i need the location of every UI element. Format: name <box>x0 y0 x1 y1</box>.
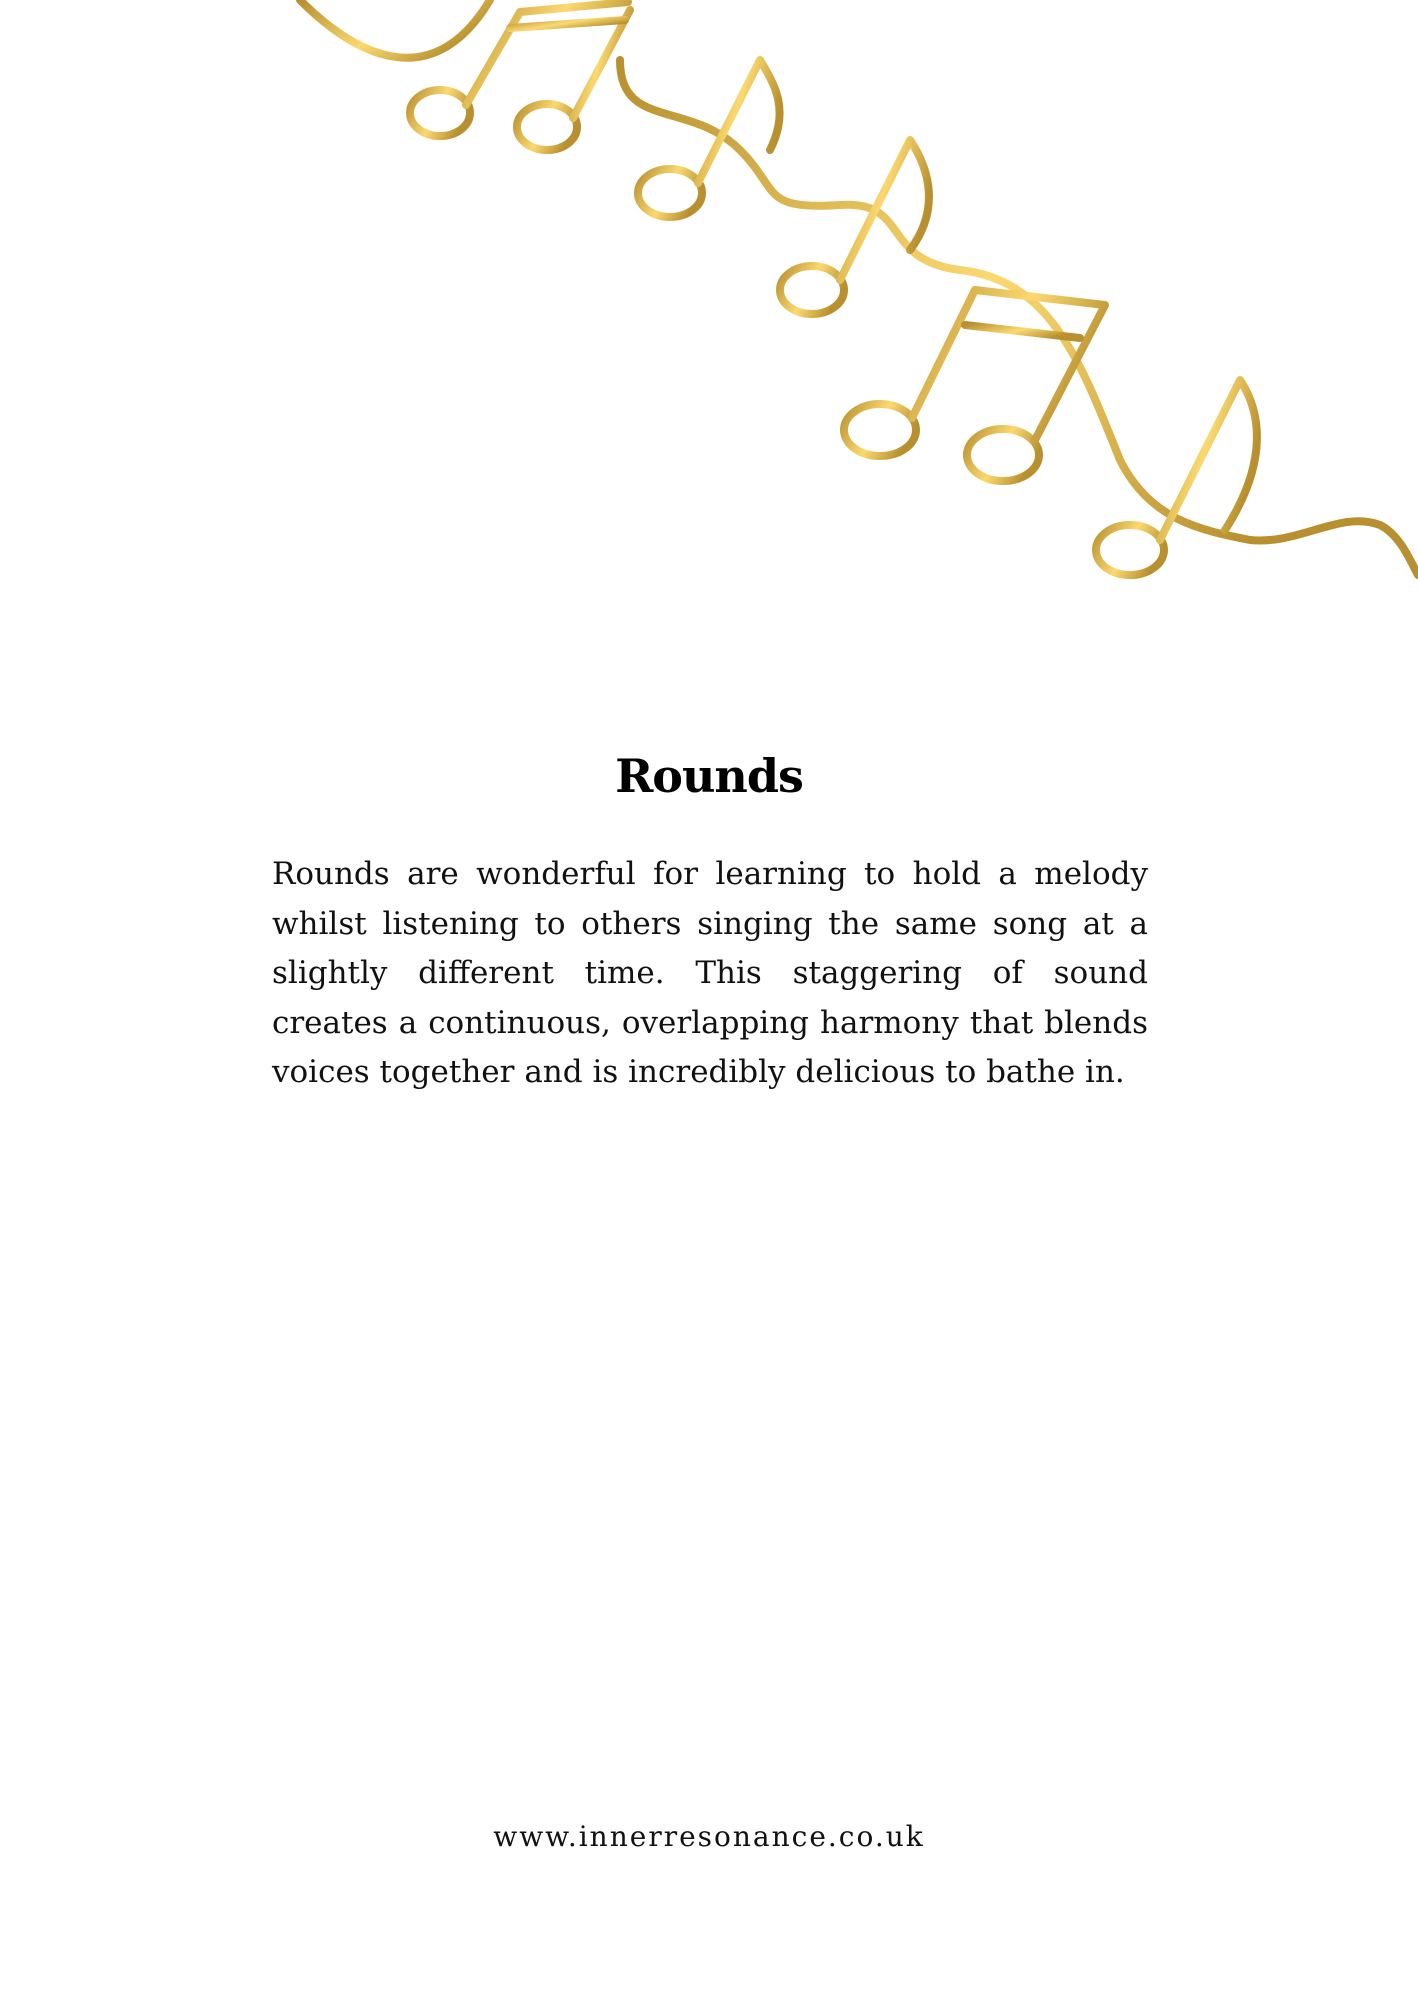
page-title: Rounds <box>615 749 803 803</box>
body-paragraph: Rounds are wonderful for learning to hold a melody whilst listening to others singing the same song at a slightly different time. This staggering of sound creates a continuous, overlapping harmony that blends voices together and is incredibly delicious to bathe in. <box>272 856 1148 1091</box>
music-notes-flourish-icon <box>0 0 1418 600</box>
footer-website-url: www.innerresonance.co.uk <box>493 1820 925 1853</box>
